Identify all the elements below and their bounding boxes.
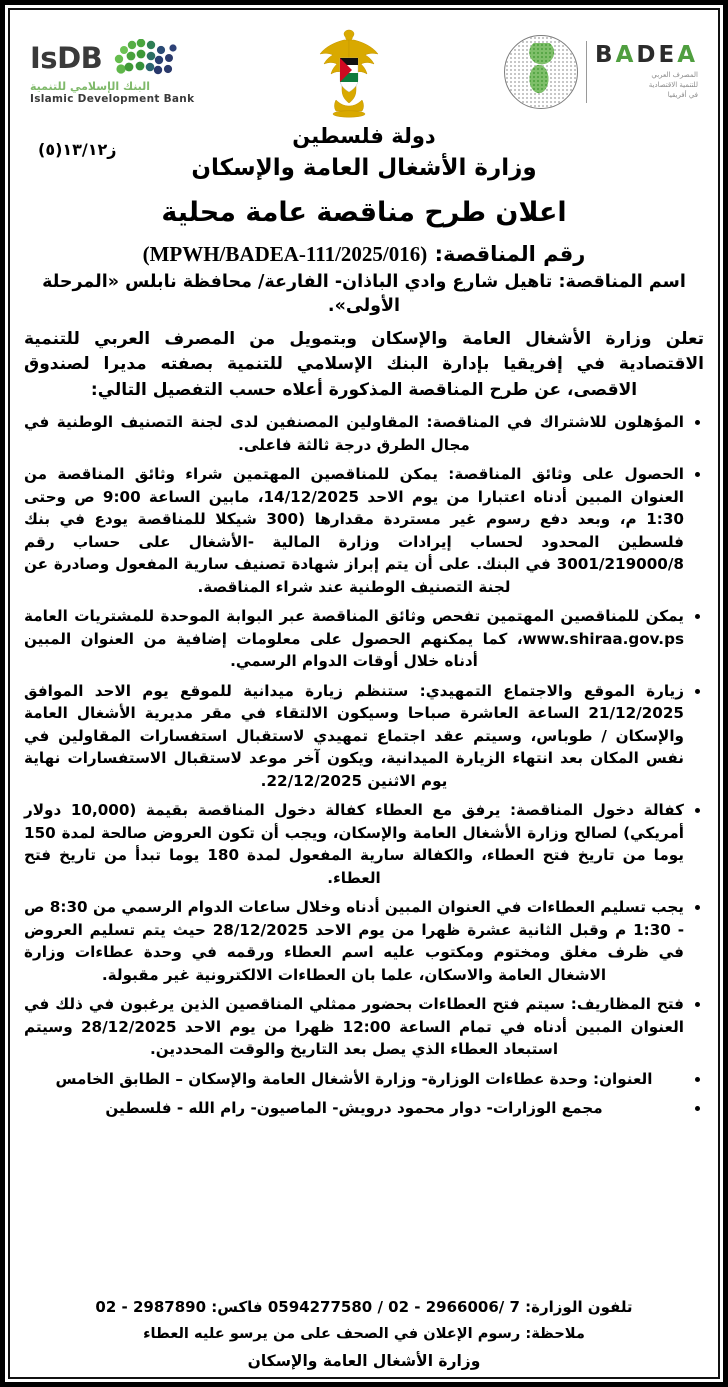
list-item: يمكن للمناقصين المهتمين تفحص وثائق المناقصة عبر البوابة الموحدة للمشتريات العامة www.shiraa.gov.ps، كما يمكنهم الحصول على معلومات إضافية من العنوان المبين أدناه خلال أوقات الدوام الرسمي.	[24, 605, 704, 673]
tender-number-value: (MPWH/BADEA-111/2025/016)	[142, 242, 428, 267]
palestine-eagle-emblem-icon	[316, 26, 382, 118]
ministry-name: وزارة الأشغال العامة والإسكان	[191, 155, 537, 182]
tender-name: اسم المناقصة: تاهيل شارع وادي الباذان- الفارعة/ محافظة نابلس «المرحلة الأولى».	[42, 272, 686, 317]
list-item: الحصول على وثائق المناقصة: يمكن للمناقصين المهتمين شراء وثائق المناقصة من العنوان المبين أدناه اعتبارا من يوم الاحد 14/12/2025، مابين الساعة 9:00 ص وحتى 1:30 م، وبعد دفع رسوم غير مستردة مقدارها (300 شيكلا للمناقصة يودع في بنك فلسطين المحدود لحساب إيرادات وزارة المالية -الأشغال على حساب رقم 3001/219000/8 في البنك. على أن يتم إبراز شهادة تصنيف سارية المفعول وصادرة عن لجنة التصنيف الوطنية عند شراء المناقصة.	[24, 463, 704, 598]
badea-arabic-subtitle: المصرف العربي للتنمية الاقتصادية في أفريقيا	[648, 70, 698, 100]
list-item: فتح المظاريف: سيتم فتح العطاءات بحضور ممثلي المناقصين الذين يرغبون في ذلك في العنوان المبين أدناه في تمام الساعة 12:00 ظهرا من يوم الاحد 28/12/2025 وسيتم استبعاد العطاء الذي يصل بعد التاريخ والوقت المحددين.	[24, 993, 704, 1061]
list-item: كفالة دخول المناقصة: يرفق مع العطاء كفالة دخول المناقصة بقيمة (10,000 دولار أمريكي) لصالح وزارة الأشغال العامة والإسكان، ويجب أن تكون العروض صالحة لمدة 150 يوما من تاريخ فتح العطاء، والكفالة سارية المفعول لمدة 180 يوما تبدأ من تاريخ فتح العطاء.	[24, 799, 704, 889]
list-item-address-detail: مجمع الوزارات- دوار محمود درويش- الماصيون- رام الله - فلسطين	[24, 1097, 704, 1120]
tender-number-label: رقم المناقصة:	[434, 242, 586, 267]
isdb-dome-icon	[107, 39, 181, 79]
logo-header-bar	[24, 18, 704, 124]
page-inner-frame	[8, 8, 720, 1379]
reference-code: ز١٣/١٢(٥)	[38, 140, 117, 159]
isdb-wordmark: IsDB	[30, 41, 103, 76]
badea-wordmark: BADEA	[595, 41, 698, 68]
state-name: دولة فلسطين	[292, 124, 436, 148]
footer-block	[24, 1294, 704, 1373]
badea-africa-globe-icon	[504, 35, 578, 109]
list-item-address: العنوان: وحدة عطاءات الوزارة- وزارة الأشغال العامة والإسكان – الطابق الخامس	[24, 1068, 704, 1091]
list-item: زيارة الموقع والاجتماع التمهيدي: ستنظم زيارة ميدانية للموقع يوم الاحد الموافق 21/12/2025 الساعة العاشرة صباحا وسيكون الالتقاء في مقر مديرية الأشغال العامة والإسكان / طوباس، وسيتم عقد اجتماع تمهيدي لاستقبال استفسارات المقاولين في نفس المكان بعد انتهاء الزيارة الميدانية، ويكون آخر موعد لاستقبال الاستفسارات نهاية يوم الاثنين 22/12/2025.	[24, 680, 704, 793]
title-block	[24, 124, 704, 327]
badea-divider	[586, 41, 587, 103]
badea-logo	[504, 35, 698, 109]
list-item: يجب تسليم العطاءات في العنوان المبين أدناه وخلال ساعات الدوام الرسمي من 8:30 ص - 1:30 م وقبل الثانية عشرة ظهرا من يوم الاحد 28/12/2025 حيث يتم تسليم العروض في ظرف مغلق ومختوم ومكتوب عليه اسم العطاء ورقمه في وحدة عطاءات وزارة الاشغال العامة والاسكان، علما بان العطاءات الالكترونية غير مقبولة.	[24, 896, 704, 986]
isdb-arabic-name: البنك الإسلامي للتنمية	[30, 80, 151, 93]
advertising-fee-note: ملاحظة: رسوم الإعلان في الصحف على من يرسو عليه العطاء	[143, 1325, 585, 1343]
contact-line: تلفون الوزارة: 7 /2966006 - 02 / 0594277580 فاكس: 2987890 - 02	[95, 1297, 633, 1316]
tender-number-row	[24, 241, 704, 267]
page-title: اعلان طرح مناقصة عامة محلية	[161, 196, 567, 228]
tender-details-list	[24, 411, 704, 1294]
signature-ministry: وزارة الأشغال العامة والإسكان	[247, 1351, 481, 1370]
list-item: المؤهلون للاشتراك في المناقصة: المقاولين المصنفين لدى لجنة التصنيف الوطنية في مجال الطرق درجة ثالثة فاعلى.	[24, 411, 704, 456]
isdb-english-name: Islamic Development Bank	[30, 93, 195, 105]
intro-paragraph: تعلن وزارة الأشغال العامة والإسكان وبتمويل من المصرف العربي للتنمية الاقتصادية في إفريقيا بإدارة البنك الإسلامي للتنمية بصفته مديرا لصندوق الاقصى، عن طرح المناقصة المذكورة أعلاه حسب التفصيل التالي:	[24, 328, 704, 400]
isdb-logo	[30, 39, 194, 105]
